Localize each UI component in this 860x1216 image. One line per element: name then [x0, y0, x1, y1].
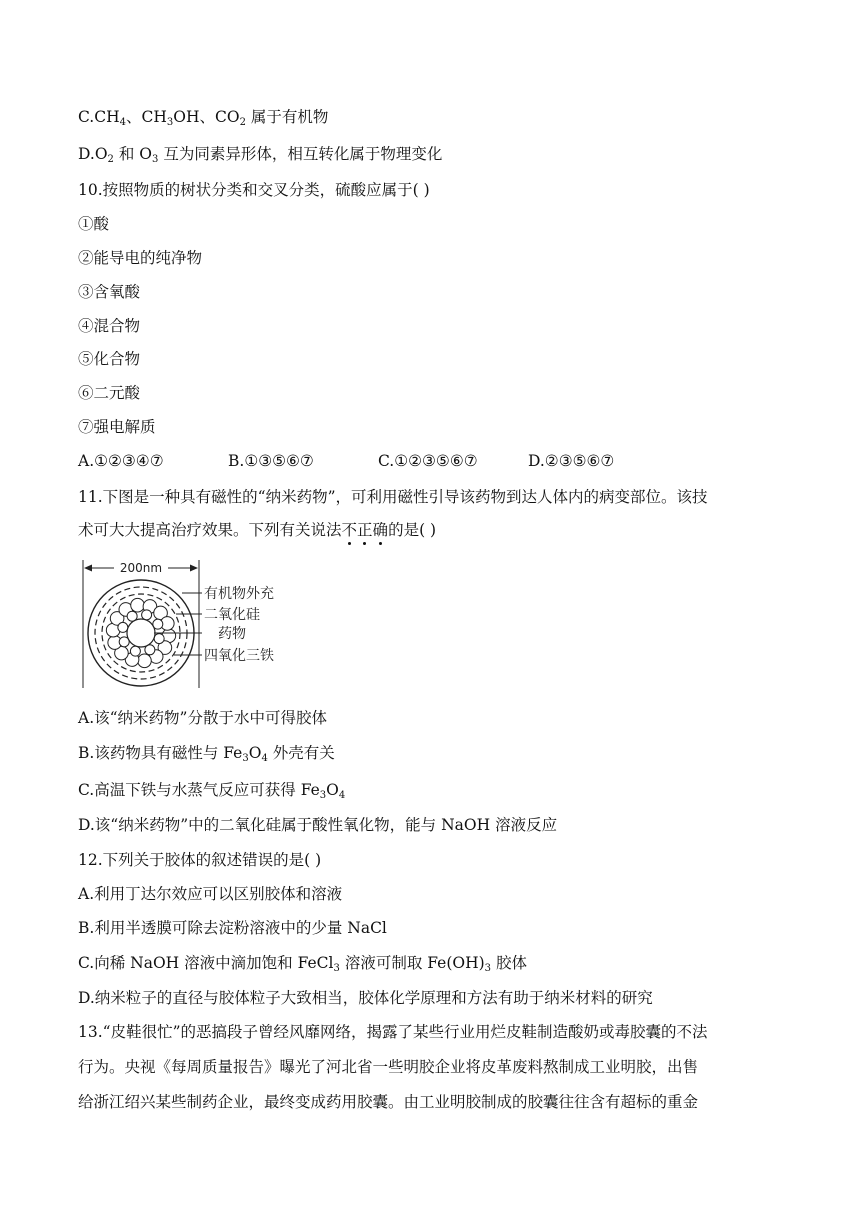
formula-ch4: CH — [94, 108, 120, 126]
q10-item: ④混合物 — [78, 317, 141, 335]
q10-item: ⑥二元酸 — [78, 384, 141, 402]
fe3o4-particle — [138, 654, 152, 668]
option-letter: D. — [78, 145, 95, 163]
fe3o4-particle — [131, 598, 145, 612]
formula-ch3oh: CH — [141, 108, 167, 126]
q13-stem-line1: 13.“皮鞋很忙”的恶搞段子曾经风靡网络，揭露了某些行业用烂皮鞋制造酸奶或毒胶囊的不法 — [78, 1023, 708, 1041]
stem-text: 术可大大提高治疗效果。下列有关说法 — [78, 521, 342, 539]
q10-option-a: A.①②③④⑦ — [78, 452, 164, 470]
q10-stem: 10.按照物质的树状分类和交叉分类，硫酸应属于( ) — [78, 181, 430, 199]
formula-nacl: NaCl — [347, 919, 387, 937]
option-text: 属于有机物 — [250, 108, 329, 126]
q11-option-d — [78, 815, 557, 835]
subscript: 2 — [239, 117, 246, 128]
q12-option-b — [78, 918, 387, 938]
separator: 、 — [199, 108, 216, 126]
q11-option-c — [78, 780, 345, 800]
emphasis-char: 正 — [357, 521, 373, 539]
formula-fe3o4-o: O — [326, 781, 339, 799]
label-silica: 二氧化硅 — [204, 607, 260, 623]
conjunction: 和 — [118, 145, 135, 163]
q12-option-a: A.利用丁达尔效应可以区别胶体和溶液 — [78, 885, 343, 903]
q12-option-c — [78, 953, 527, 973]
label-drug: 药物 — [218, 626, 246, 642]
subscript: 4 — [338, 790, 346, 801]
formula-o2: O — [94, 145, 108, 163]
option-text: C.向稀 — [78, 954, 126, 972]
q10-item: ③含氧酸 — [78, 283, 141, 301]
option-text: 外壳有关 — [272, 744, 335, 762]
option-text: 溶液可制取 — [344, 954, 423, 972]
formula-naoh: NaOH — [130, 954, 180, 972]
formula-fe3o4: Fe — [300, 781, 320, 799]
q12-option-d: D.纳米粒子的直径与胶体粒子大致相当，胶体化学原理和方法有助于纳米材料的研究 — [78, 989, 653, 1007]
formula-naoh: NaOH — [441, 816, 491, 834]
formula-co2: CO — [215, 108, 240, 126]
drug-core — [127, 619, 155, 647]
option-text: B.利用半透膜可除去淀粉溶液中的少量 — [78, 919, 343, 937]
option-text: C.高温下铁与水蒸气反应可获得 — [78, 781, 296, 799]
option-text: 互为同素异形体，相互转化属于物理变化 — [163, 145, 443, 163]
subscript: 3 — [152, 154, 159, 165]
nano-drug-figure — [78, 556, 318, 691]
q11-stem-line1: 11.下图是一种具有磁性的“纳米药物”，可利用磁性引导该药物到达人体内的病变部位。该技 — [78, 488, 708, 506]
subscript: 3 — [484, 963, 492, 974]
option-text: 溶液反应 — [495, 816, 558, 834]
stem-text: 的是( ) — [388, 521, 437, 539]
subscript: 3 — [166, 117, 174, 128]
q10-item: ⑤化合物 — [78, 350, 141, 368]
formula-feoh3: Fe(OH) — [427, 954, 485, 972]
q12-stem: 12.下列关于胶体的叙述错误的是( ) — [78, 851, 322, 869]
fe3o4-particle — [154, 634, 164, 644]
q9-option-c — [78, 107, 328, 127]
fe3o4-particle — [142, 610, 152, 620]
subscript: 3 — [319, 790, 327, 801]
option-text: 胶体 — [495, 954, 527, 972]
q11-option-a: A.该“纳米药物”分散于水中可得胶体 — [78, 709, 327, 727]
formula-fe3o4-o: O — [248, 744, 262, 762]
q10-option-d: D.②③⑤⑥⑦ — [528, 452, 615, 470]
label-organic-shell: 有机物外充 — [204, 586, 274, 602]
q13-stem-line3: 给浙江绍兴某些制药企业，最终变成药用胶囊。由工业明胶制成的胶囊往往含有超标的重金 — [78, 1093, 699, 1111]
arrow-left-icon — [84, 565, 92, 572]
separator: 、 — [126, 108, 142, 126]
q13-stem-line2: 行为。央视《每周质量报告》曝光了河北省一些明胶企业将皮革废料熬制成工业明胶，出售 — [78, 1058, 699, 1076]
formula-o3: O — [139, 145, 153, 163]
emphasis-char: 确 — [372, 521, 389, 539]
subscript: 4 — [119, 117, 126, 128]
dimension-label: 200nm — [119, 561, 163, 575]
option-text: D.该“纳米药物”中的二氧化硅属于酸性氧化物，能与 — [78, 816, 437, 834]
q11-option-b — [78, 743, 335, 763]
formula-ch3oh-tail: OH — [173, 108, 200, 126]
label-fe3o4: 四氧化三铁 — [204, 648, 274, 664]
fe3o4-particle — [118, 622, 128, 632]
option-text: B.该药物具有磁性与 — [78, 744, 219, 762]
option-text: 溶液中滴加饱和 — [184, 954, 293, 972]
emphasis-char: 不 — [341, 521, 358, 539]
q10-item: ⑦强电解质 — [78, 418, 156, 436]
subscript: 4 — [261, 753, 268, 764]
q10-option-b: B.①③⑤⑥⑦ — [228, 452, 314, 470]
formula-fecl3: FeCl — [297, 954, 334, 972]
formula-fe3o4: Fe — [223, 744, 243, 762]
subscript: 2 — [107, 154, 114, 165]
q10-item: ②能导电的纯净物 — [78, 249, 203, 267]
q9-option-d — [78, 144, 442, 164]
subscript: 3 — [242, 753, 249, 764]
arrow-right-icon — [190, 565, 198, 572]
q11-stem-line2 — [78, 520, 436, 540]
q10-item: ①酸 — [78, 215, 110, 233]
q10-option-c: C.①②③⑤⑥⑦ — [378, 452, 478, 470]
option-letter: C. — [78, 108, 95, 126]
fe3o4-particle — [130, 646, 140, 656]
subscript: 3 — [333, 963, 340, 974]
